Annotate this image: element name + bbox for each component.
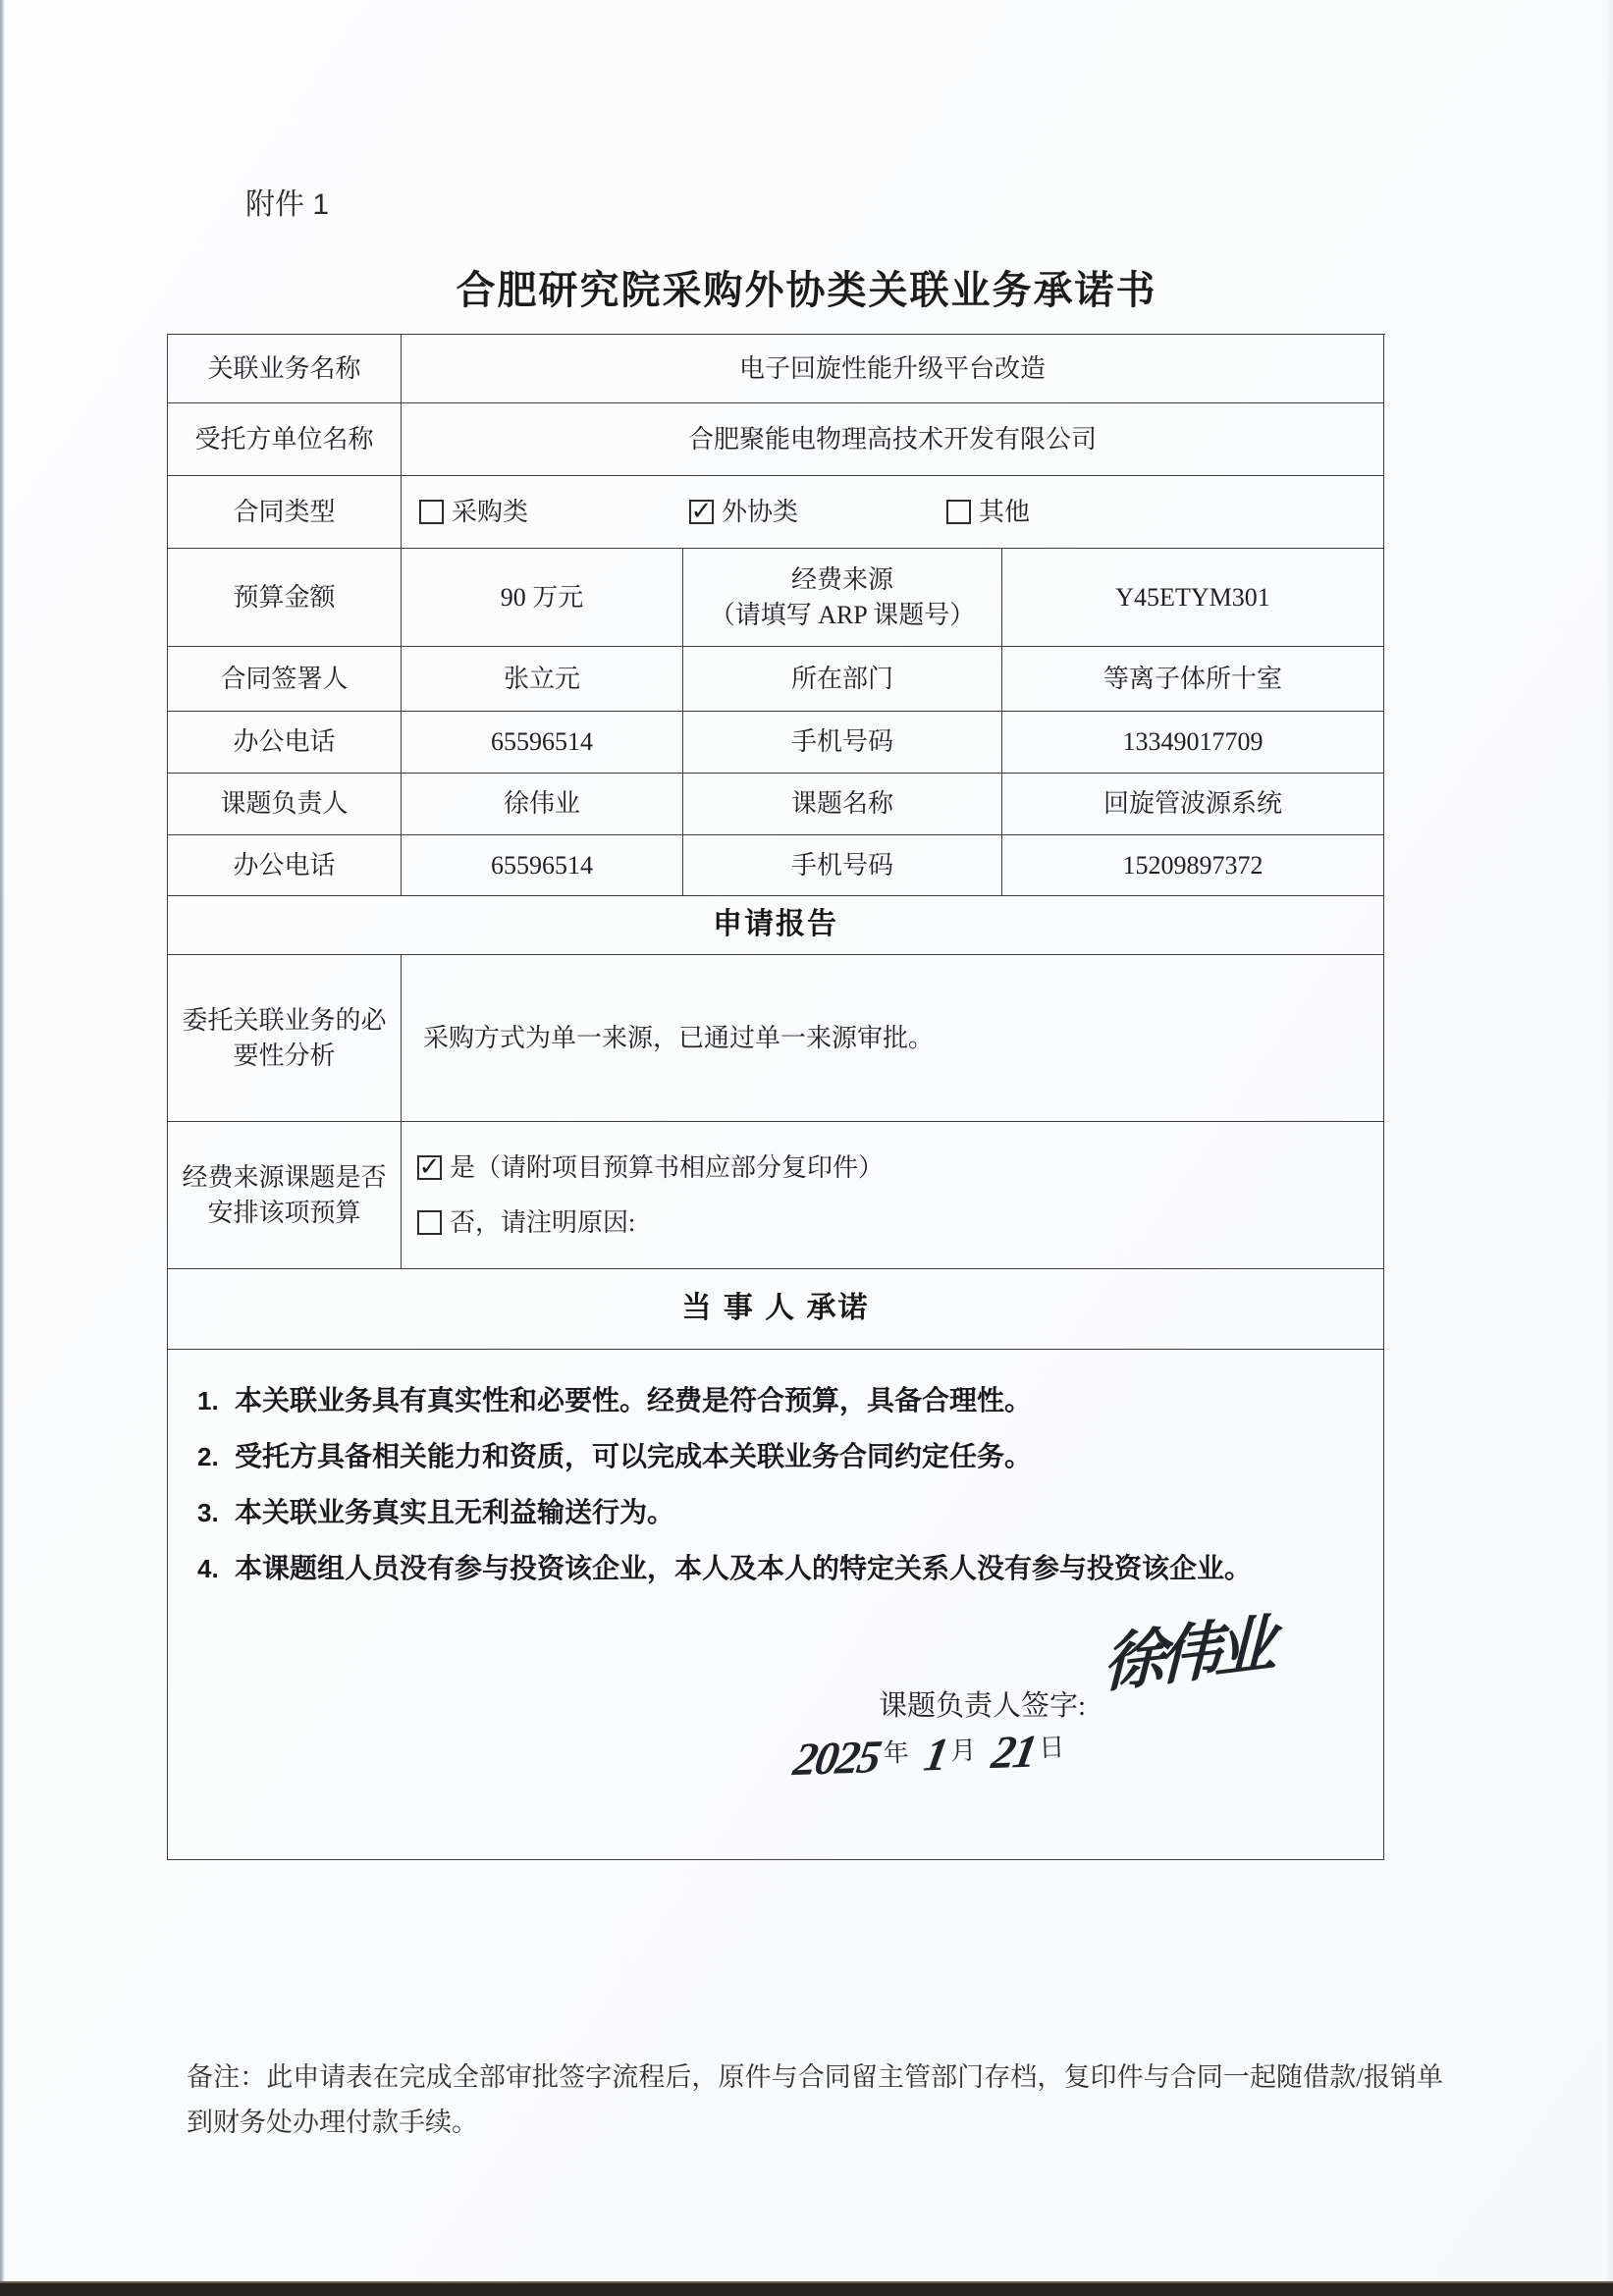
checkbox-purchase-icon (419, 500, 444, 524)
project-name-label: 课题名称 (683, 774, 1002, 835)
date-day: 21 (988, 1726, 1040, 1780)
commitment-item-text: 受托方具备相关能力和资质，可以完成本关联业务合同约定任务。 (235, 1442, 1033, 1472)
budget-arranged-no-text: 否，请注明原因: (450, 1207, 636, 1237)
row-contract-type (168, 476, 1385, 549)
row-budget-arranged (168, 1122, 1385, 1269)
row-office-phone-1 (168, 712, 1385, 774)
commitment-item-number: 1. (197, 1386, 219, 1415)
row-trustee-name (168, 403, 1385, 476)
commitment-item (197, 1373, 1383, 1429)
footer-note: 备注：此申请表在完成全部审批签字流程后，原件与合同留主管部门存档，复印件与合同一起随借款/报销单到财务处办理付款手续。 (187, 2062, 1443, 2137)
budget-arranged-value (402, 1122, 1384, 1269)
signature-date-handwritten (789, 1720, 1082, 1792)
commitment-item-text: 本课题组人员没有参与投资该企业，本人及本人的特定关系人没有参与投资该企业。 (235, 1554, 1253, 1584)
row-report-header (168, 896, 1385, 955)
necessity-label-line1: 委托关联业务的必 (182, 1006, 387, 1036)
funding-source-label-line1: 经费来源 (790, 565, 893, 595)
contract-type-label: 合同类型 (168, 476, 402, 549)
checkbox-other-icon (946, 500, 971, 524)
contract-type-options (402, 476, 1384, 549)
budget-value: 90 万元 (402, 549, 683, 647)
commitment-item (197, 1485, 1383, 1541)
row-commitment-body (168, 1350, 1385, 1860)
commitment-item-text: 本关联业务具有真实性和必要性。经费是符合预算，具备合理性。 (235, 1386, 1033, 1416)
commitment-section-header: 当 事 人 承诺 (168, 1269, 1384, 1350)
option-other (946, 495, 1030, 529)
necessity-label-line2: 要性分析 (233, 1041, 336, 1070)
commitment-item (197, 1429, 1383, 1485)
commitment-item-text: 本关联业务真实且无利益输送行为。 (235, 1498, 675, 1528)
commitment-form (167, 334, 1385, 1860)
mobile-1-value: 13349017709 (1002, 712, 1384, 774)
row-business-name (168, 335, 1385, 403)
page-title: 合肥研究院采购外协类关联业务承诺书 (456, 269, 1157, 312)
date-day-unit: 日 (1038, 1733, 1065, 1763)
budget-arranged-yes (417, 1150, 884, 1185)
row-commitment-header (168, 1269, 1385, 1350)
budget-arranged-label-line2: 安排该项预算 (207, 1198, 361, 1227)
funding-source-label-line2: （请填写 ARP 课题号） (709, 600, 976, 629)
date-year: 2025 (789, 1731, 884, 1787)
row-necessity (168, 955, 1385, 1122)
row-signer (168, 647, 1385, 712)
necessity-value: 采购方式为单一来源，已通过单一来源审批。 (402, 955, 1384, 1122)
row-office-phone-2 (168, 835, 1385, 896)
budget-label: 预算金额 (168, 549, 402, 647)
attachment-label: 附件 1 (245, 188, 330, 221)
signer-label: 合同签署人 (168, 647, 402, 712)
trustee-name-value: 合肥聚能电物理高技术开发有限公司 (402, 403, 1384, 476)
project-name-value: 回旋管波源系统 (1002, 774, 1384, 835)
trustee-name-label: 受托方单位名称 (168, 403, 402, 476)
row-pi (168, 774, 1385, 835)
commitment-item-number: 3. (197, 1498, 219, 1527)
signature-name-handwritten: 徐伟业 (1102, 1609, 1271, 1700)
office-phone-2-value: 65596514 (402, 835, 683, 896)
necessity-label (168, 955, 402, 1122)
report-section-header: 申请报告 (168, 896, 1384, 955)
department-value: 等离子体所十室 (1002, 647, 1384, 712)
office-phone-1-value: 65596514 (402, 712, 683, 774)
signer-value: 张立元 (402, 647, 683, 712)
option-purchase (419, 495, 689, 529)
commitment-item-number: 2. (197, 1442, 219, 1471)
budget-arranged-no (417, 1205, 635, 1240)
row-budget (168, 549, 1385, 647)
pi-value: 徐伟业 (402, 774, 683, 835)
scan-bottom-edge (0, 2281, 1613, 2296)
option-outsourcing (689, 495, 946, 529)
pi-label: 课题负责人 (168, 774, 402, 835)
department-label: 所在部门 (683, 647, 1002, 712)
commitment-body (168, 1350, 1384, 1860)
commitment-item-number: 4. (197, 1554, 219, 1583)
mobile-1-label: 手机号码 (683, 712, 1002, 774)
option-outsourcing-label: 外协类 (722, 497, 799, 526)
budget-arranged-label-line1: 经费来源课题是否 (182, 1163, 387, 1193)
signature-label: 课题负责人签字: (879, 1690, 1087, 1722)
option-other-label: 其他 (979, 497, 1031, 526)
checkbox-no-icon (417, 1210, 442, 1235)
commitment-item (197, 1541, 1383, 1597)
date-month: 1 (920, 1729, 951, 1782)
scan-right-edge (1605, 0, 1613, 2296)
budget-arranged-yes-text: 是（请附项目预算书相应部分复印件） (450, 1153, 885, 1183)
mobile-2-value: 15209897372 (1002, 835, 1384, 896)
mobile-2-label: 手机号码 (683, 835, 1002, 896)
office-phone-1-label: 办公电话 (168, 712, 402, 774)
office-phone-2-label: 办公电话 (168, 835, 402, 896)
scan-left-edge (0, 0, 5, 2296)
checkbox-yes-icon: ✓ (418, 1152, 441, 1183)
date-year-unit: 年 (883, 1738, 910, 1768)
business-name-value: 电子回旋性能升级平台改造 (402, 335, 1384, 403)
date-month-unit: 月 (949, 1735, 977, 1766)
checkbox-outsourcing-icon: ✓ (690, 496, 713, 526)
option-purchase-label: 采购类 (452, 497, 529, 526)
budget-arranged-label (168, 1122, 402, 1269)
funding-source-label (683, 549, 1002, 647)
business-name-label: 关联业务名称 (168, 335, 402, 403)
funding-source-value: Y45ETYM301 (1002, 549, 1384, 647)
